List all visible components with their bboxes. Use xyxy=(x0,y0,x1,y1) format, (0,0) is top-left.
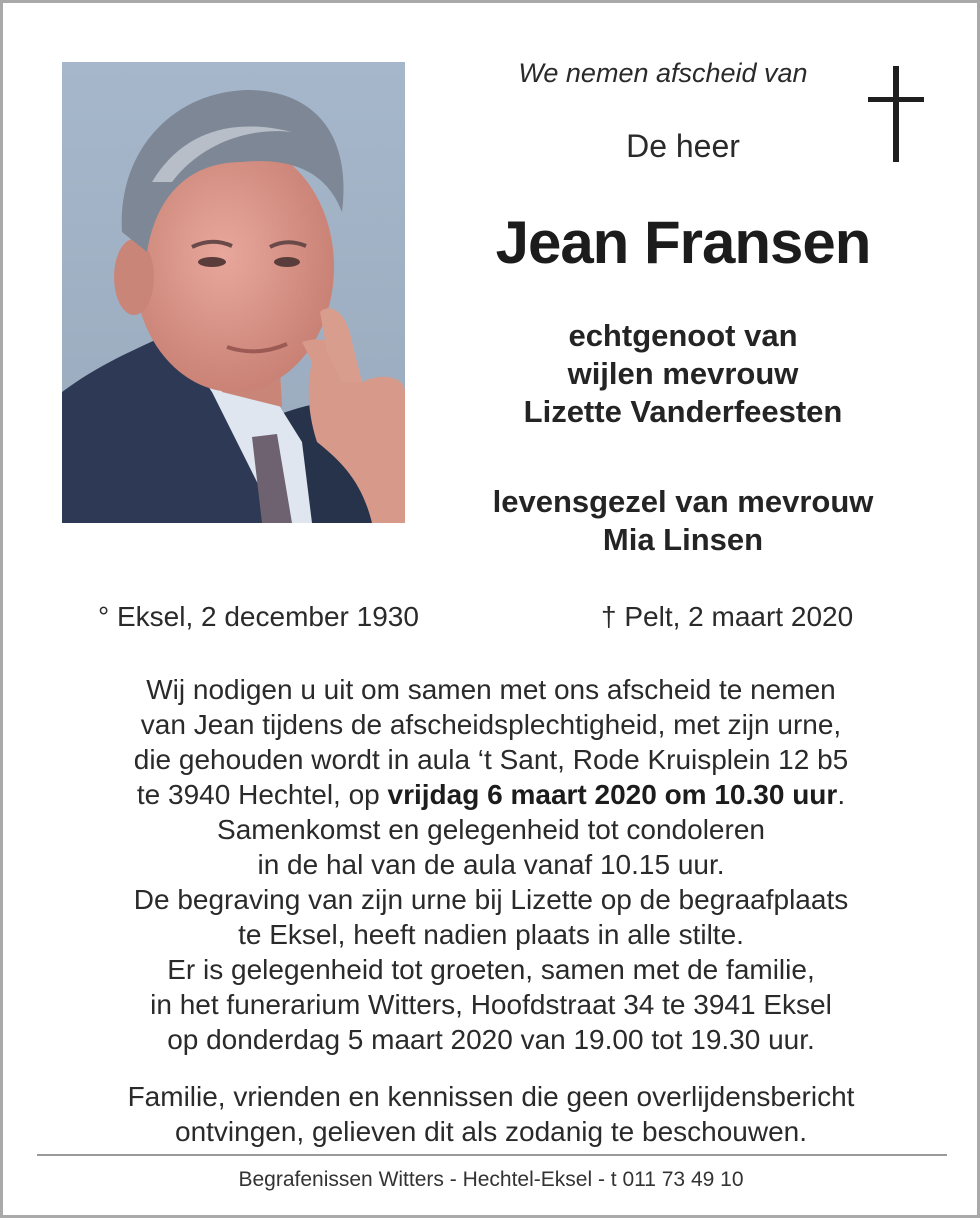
birth-info: ° Eksel, 2 december 1930 xyxy=(98,601,419,632)
portrait-photo xyxy=(62,62,405,523)
dagger-icon: † xyxy=(601,601,617,632)
relation-line: Mia Linsen xyxy=(602,522,764,557)
divider xyxy=(37,1154,947,1156)
honorific: De heer xyxy=(626,128,740,164)
relation-line: echtgenoot van xyxy=(568,318,798,353)
body-line: in de hal van de aula vanaf 10.15 uur. xyxy=(257,849,725,880)
deceased-name: Jean Fransen xyxy=(495,209,871,276)
body-line: Wij nodigen u uit om samen met ons afscheid te nemen xyxy=(146,674,836,705)
relation-line: Lizette Vanderfeesten xyxy=(523,394,843,429)
body-line: De begraving van zijn urne bij Lizette op de begraafplaats xyxy=(133,884,849,915)
body-line: op donderdag 5 maart 2020 van 19.00 tot 19.30 uur. xyxy=(167,1024,815,1055)
partner-relation xyxy=(423,483,943,559)
relation-line: wijlen mevrouw xyxy=(567,356,799,391)
body-text-segment: . xyxy=(837,779,846,810)
ceremony-date: vrijdag 6 maart 2020 om 10.30 uur xyxy=(387,779,838,810)
body-line: te Eksel, heeft nadien plaats in alle stilte. xyxy=(238,919,744,950)
death-text: Pelt, 2 maart 2020 xyxy=(624,601,854,632)
body-line: Er is gelegenheid tot groeten, samen met de familie, xyxy=(167,954,815,985)
closing-line: ontvingen, gelieven dit als zodanig te beschouwen. xyxy=(175,1116,807,1147)
closing-line: Familie, vrienden en kennissen die geen overlijdensbericht xyxy=(127,1081,855,1112)
body-line: van Jean tijdens de afscheidsplechtigheid, met zijn urne, xyxy=(140,709,842,740)
relation-line: levensgezel van mevrouw xyxy=(492,484,874,519)
ceremony-text xyxy=(43,672,939,1057)
body-line: in het funerarium Witters, Hoofdstraat 34 te 3941 Eksel xyxy=(150,989,832,1020)
body-line: Samenkomst en gelegenheid tot condoleren xyxy=(217,814,765,845)
closing-text xyxy=(43,1079,939,1149)
funeral-home-footer: Begrafenissen Witters - Hechtel-Eksel - t 011 73 49 10 xyxy=(238,1168,744,1191)
body-text-segment: te 3940 Hechtel, op xyxy=(136,779,388,810)
body-line xyxy=(43,777,939,812)
body-line: die gehouden wordt in aula ‘t Sant, Rode Kruisplein 12 b5 xyxy=(133,744,849,775)
spouse-relation xyxy=(423,317,943,431)
death-info xyxy=(601,601,853,633)
intro-text: We nemen afscheid van xyxy=(518,58,808,88)
